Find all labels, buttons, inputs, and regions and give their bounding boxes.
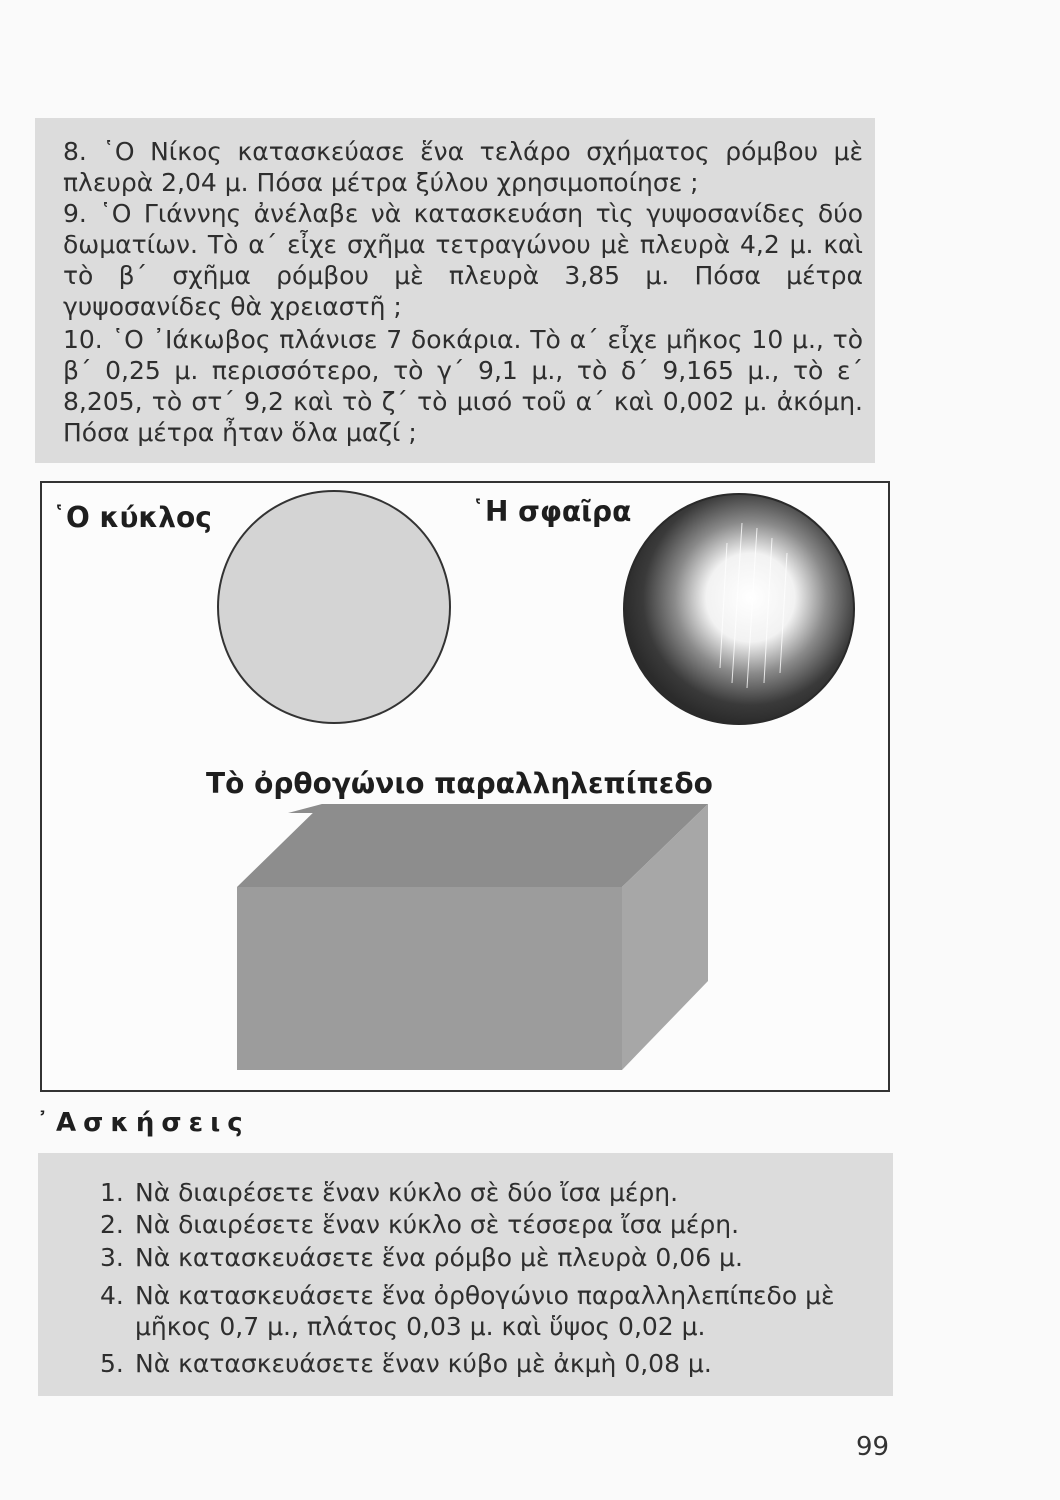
sphere-title: ῾Η σφαῖρα [471, 495, 632, 528]
exercise-4 [100, 1280, 870, 1342]
sphere-shape [624, 494, 854, 724]
exercise-number: 5. [100, 1349, 124, 1378]
exercises-heading: ᾿Ασκήσεις [36, 1108, 250, 1138]
box-title: Τὸ ὀρθογώνιο παραλληλεπίπεδο [206, 767, 713, 800]
exercise-number: 2. [100, 1210, 124, 1239]
exercise-2 [100, 1209, 870, 1240]
problems-block [35, 118, 875, 463]
problem-9: 9. ῾Ο Γιάννης ἀνέλαβε νὰ κατασκευάση τὶς γυψοσανίδες δύο δωματίων. Τὸ α΄ εἶχε σχῆμα τετραγώνου μὲ πλευρὰ 4,2 μ. καὶ τὸ β΄ σχῆμα ρόμβου μὲ πλευρὰ 3,85 μ. Πόσα μέτρα γυψοσανίδες θὰ χρειαστῆ ; [63, 199, 863, 321]
exercises-block [38, 1153, 893, 1396]
circle-shape [218, 491, 450, 723]
exercise-text: Νὰ διαιρέσετε ἕναν κύκλο σὲ τέσσερα ἴσα μέρη. [135, 1210, 740, 1239]
exercise-text: Νὰ κατασκευάσετε ἕνα ρόμβο μὲ πλευρὰ 0,06 μ. [135, 1243, 743, 1272]
exercise-5 [100, 1348, 870, 1379]
exercise-3 [100, 1242, 870, 1273]
exercise-1 [100, 1177, 870, 1208]
figures-box [40, 481, 890, 1092]
exercise-text: Νὰ διαιρέσετε ἕναν κύκλο σὲ δύο ἴσα μέρη. [135, 1178, 679, 1207]
exercise-text: Νὰ κατασκευάσετε ἕναν κύβο μὲ ἀκμὴ 0,08 μ. [135, 1349, 712, 1378]
problem-10: 10. ῾Ο ᾿Ιάκωβος πλάνισε 7 δοκάρια. Τὸ α΄ εἶχε μῆκος 10 μ., τὸ β΄ 0,25 μ. περισσότερο, τὸ γ΄ 9,1 μ., τὸ δ΄ 9,165 μ., τὸ ε΄ 8,205, τὸ στ΄ 9,2 καὶ τὸ ζ΄ τὸ μισό τοῦ α΄ καὶ 0,002 μ. ἀκόμη. Πόσα μέτρα ἦταν ὅλα μαζί ; [63, 325, 863, 447]
problem-8: 8. ῾Ο Νίκος κατασκεύασε ἕνα τελάρο σχήματος ρόμβου μὲ πλευρὰ 2,04 μ. Πόσα μέτρα ξύλου χρησιμοποίησε ; [63, 137, 863, 197]
exercise-number: 3. [100, 1243, 124, 1272]
circle-title: ῾Ο κύκλος [52, 501, 212, 534]
box-front-face [237, 887, 622, 1070]
page-number: 99 [856, 1432, 890, 1462]
exercise-text: Νὰ κατασκευάσετε ἕνα ὀρθογώνιο παραλληλεπίπεδο μὲ μῆκος 0,7 μ., πλάτος 0,03 μ. καὶ ὕψος 0,02 μ. [135, 1281, 835, 1341]
exercise-number: 4. [100, 1281, 124, 1310]
exercise-number: 1. [100, 1178, 124, 1207]
